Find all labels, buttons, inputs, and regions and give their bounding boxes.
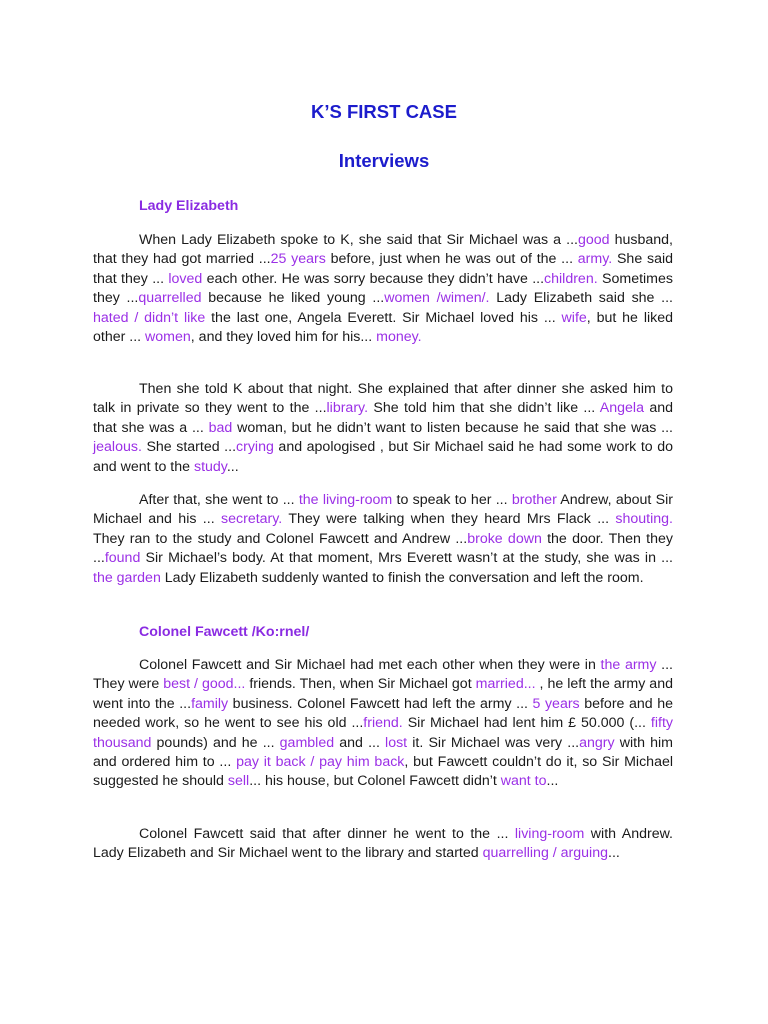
paragraph xyxy=(93,491,673,588)
paragraph xyxy=(93,656,673,792)
document-title: K’S FIRST CASE xyxy=(311,101,457,122)
paragraph-text: Lady Elizabeth suddenly wanted to finish the conversation and left the room. xyxy=(160,569,644,586)
paragraph-text: She told him that she didn’t like ... xyxy=(368,400,600,417)
answer-text: 5 years xyxy=(532,695,580,712)
paragraph-text: it. Sir Michael was very ... xyxy=(407,734,580,751)
answer-text: the living-room xyxy=(298,492,393,508)
paragraph-text: to speak to her ... xyxy=(392,492,512,508)
paragraph-text: business. Colonel Fawcett had left the army ... xyxy=(228,695,533,712)
document-subtitle: Interviews xyxy=(338,150,430,171)
answer-text: crying xyxy=(236,439,274,456)
paragraph-text: Sometimes they ... xyxy=(93,270,673,307)
paragraph-text: and that she was a ... xyxy=(93,400,673,436)
paragraph-text: before, just when he was out of the ... xyxy=(325,251,578,268)
paragraph-text: She said that they ... xyxy=(93,251,674,287)
paragraph-text: ... xyxy=(546,773,559,790)
paragraph-text: , but he liked other ... xyxy=(93,309,673,346)
answer-text: found xyxy=(104,550,141,567)
paragraph xyxy=(93,231,673,347)
paragraph-text: She started ... xyxy=(141,439,237,456)
paragraph-text: Sir Michael had lent him £ 50.000 (... xyxy=(402,715,651,732)
answer-text: wife xyxy=(561,309,587,326)
answer-text: angry xyxy=(579,734,615,751)
answer-text: children. xyxy=(544,270,598,287)
answer-text: best / good... xyxy=(163,676,246,693)
answer-text: broke down xyxy=(467,530,542,547)
answer-text: lost xyxy=(385,734,408,751)
answer-text: sell xyxy=(227,773,250,790)
paragraph-text: When Lady Elizabeth spoke to K, she said that Sir Michael was a ... xyxy=(139,232,578,248)
answer-text: friend. xyxy=(363,715,403,732)
paragraph-text: ... xyxy=(226,458,239,475)
paragraph-text: , he left the army and went into the ... xyxy=(93,676,673,712)
answer-text: women xyxy=(145,329,191,346)
paragraph-text: with Andrew. Lady Elizabeth and Sir Michael went to the library and started xyxy=(93,826,674,862)
paragraph-text: They ran to the study and Colonel Fawcett and Andrew ... xyxy=(93,530,468,547)
paragraph-text: with him and ordered him to ... xyxy=(93,734,673,771)
paragraph-text: Andrew, about Sir Michael and his ... xyxy=(93,492,673,528)
answer-text: loved xyxy=(168,270,203,287)
answer-text: brother xyxy=(511,492,557,508)
section-heading-lady-elizabeth: Lady Elizabeth xyxy=(139,198,239,214)
paragraph-text: Colonel Fawcett and Sir Michael had met each other when they were in xyxy=(139,657,601,673)
answer-text: married... xyxy=(475,676,536,693)
paragraph-text: because he liked young ... xyxy=(201,290,385,307)
paragraph-text: before and he needed work, so he went to see his old ... xyxy=(93,695,673,732)
answer-text: want to xyxy=(500,773,547,790)
answer-text: living-room xyxy=(514,826,585,842)
paragraph-text: the last one, Angela Everett. Sir Michael loved his ... xyxy=(205,309,562,326)
paragraph-text: and apologised , but Sir Michael said he had some work to do and went to the xyxy=(93,439,673,475)
paragraph-text: After that, she went to ... xyxy=(139,492,299,508)
paragraph-text: ... They were xyxy=(93,657,673,693)
paragraph-text: each other. He was sorry because they didn’t have ... xyxy=(202,270,545,287)
answer-text: pay it back / pay him back xyxy=(236,754,405,771)
paragraph-text: friends. Then, when Sir Michael got xyxy=(245,676,476,693)
paragraph-text: , and they loved him for his... xyxy=(190,329,377,346)
answer-text: fifty thousand xyxy=(93,715,673,751)
answer-text: 25 years xyxy=(270,251,326,268)
paragraph-text: Lady Elizabeth said she ... xyxy=(489,290,673,307)
answer-text: quarrelled xyxy=(138,290,202,307)
paragraph-text: ... his house, but Colonel Fawcett didn’t xyxy=(249,773,501,790)
paragraph-text: and ... xyxy=(334,734,386,751)
paragraph-text: Then she told K about that night. She explained that after dinner she asked him to talk in private so they went to the ... xyxy=(93,381,673,417)
section-heading-colonel-fawcett: Colonel Fawcett /Ko:rnel/ xyxy=(139,624,310,640)
paragraph-text: husband, that they had got married ... xyxy=(93,232,673,268)
paragraph-text: Sir Michael’s body. At that moment, Mrs Everett wasn’t at the study, she was in ... xyxy=(140,550,673,567)
paragraph-text: woman, but he didn’t want to listen because he said that she was ... xyxy=(232,419,673,436)
answer-text: shouting. xyxy=(615,511,673,528)
answer-text: study xyxy=(193,458,227,475)
answer-text: army. xyxy=(577,251,613,268)
paragraph xyxy=(93,380,673,477)
paragraph-text: They were talking when they heard Mrs Flack ... xyxy=(282,511,616,528)
answer-text: hated / didn’t like xyxy=(93,309,206,326)
answer-text: family xyxy=(191,695,229,712)
answer-text: women /wimen/. xyxy=(384,290,490,307)
answer-text: the garden xyxy=(93,569,161,586)
paragraph-text: the door. Then they ... xyxy=(93,530,673,567)
answer-text: quarrelling / arguing xyxy=(482,845,608,862)
answer-text: good xyxy=(577,232,610,248)
answer-text: the army xyxy=(600,657,657,673)
answer-text: jealous. xyxy=(93,439,142,456)
paragraph-text: pounds) and he ... xyxy=(151,734,280,751)
paragraph xyxy=(93,825,673,864)
answer-text: Angela xyxy=(599,400,644,417)
answer-text: bad xyxy=(208,419,233,436)
paragraph-text: , but Fawcett couldn’t do it, so Sir Michael suggested he should xyxy=(93,754,674,790)
paragraph-text: ... xyxy=(608,845,620,862)
answer-text: library. xyxy=(326,400,369,417)
answer-text: secretary. xyxy=(221,511,283,528)
answer-text: gambled xyxy=(279,734,335,751)
paragraph-text: Colonel Fawcett said that after dinner he went to the ... xyxy=(139,826,515,842)
answer-text: money. xyxy=(376,329,422,346)
